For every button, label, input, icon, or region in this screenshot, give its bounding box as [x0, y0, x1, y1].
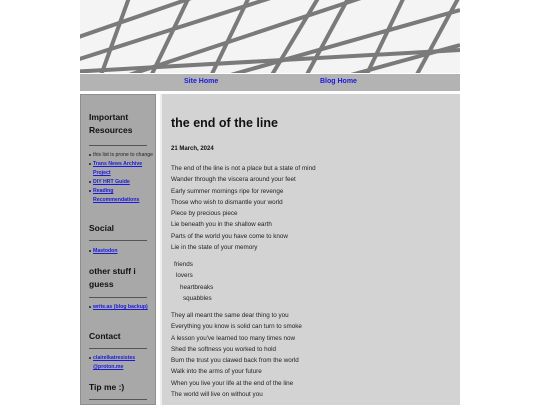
list-item — [93, 303, 153, 312]
poem-line: When you live your life at the end of the line — [171, 379, 294, 387]
sidebar-divider — [89, 297, 147, 298]
poem-line: lovers — [176, 272, 193, 280]
poem-line: squabbles — [183, 294, 212, 302]
stanza-3 — [171, 310, 451, 400]
list-item — [93, 187, 153, 205]
poem-line: The world will live on without you — [171, 391, 263, 399]
poem-line: heartbreaks — [180, 283, 214, 291]
poem-line: Walk into the arms of your future — [171, 368, 262, 376]
reading-recommendations-link[interactable]: Reading Recommendations — [93, 188, 140, 203]
list-item — [93, 354, 153, 372]
list-item — [93, 247, 153, 256]
header-banner — [80, 0, 460, 73]
contact-list — [81, 354, 153, 372]
poem-line: They all meant the same dear thing to you — [171, 312, 289, 319]
poem-line: Everything you know is solid can turn to smoke — [171, 323, 302, 331]
sidebar-divider — [89, 399, 147, 400]
grid-pattern-image — [80, 0, 460, 73]
important-resources-list — [81, 151, 153, 205]
email-link[interactable]: clairelkatresistes @proton.me — [93, 355, 136, 370]
post-date: 21 March, 2024 — [171, 146, 214, 152]
mastodon-link[interactable]: Mastodon — [93, 248, 118, 254]
poem-line: Parts of the world you have come to know — [171, 232, 288, 240]
list-item: this list is prone to change — [93, 152, 153, 158]
other-stuff-list — [81, 303, 153, 312]
contact-heading: Contact — [89, 331, 121, 341]
poem-line: Early summer mornings ripe for revenge — [171, 187, 284, 195]
poem-line: Shed the softness you worked to hold — [171, 345, 277, 353]
poem-line: Lie in the state of your memory — [171, 244, 258, 252]
list-item — [93, 178, 153, 187]
important-resources-heading: Important Resources — [89, 112, 133, 135]
poem-line: Burn the trust you clawed back from the world — [171, 357, 299, 365]
poem-line: Lie beneath you in the shallow earth — [171, 221, 272, 229]
sidebar-divider — [89, 145, 147, 146]
social-heading: Social — [89, 223, 115, 233]
stanza-1 — [171, 163, 451, 253]
post-content — [160, 94, 460, 405]
diy-hrt-guide-link[interactable]: DIY HRT Guide — [93, 179, 130, 185]
site-home-link[interactable]: Site Home — [184, 78, 219, 85]
poem-line: friends — [174, 261, 193, 268]
trans-news-archive-link[interactable]: Trans News Archive Project — [93, 161, 143, 176]
sidebar-divider — [89, 348, 147, 349]
stanza-2 — [171, 259, 451, 304]
list-item — [93, 160, 153, 178]
tip-heading: Tip me :) — [89, 382, 125, 392]
poem-line: The end of the line is not a place but a state of mind — [171, 165, 316, 172]
poem-line: Wander through the viscera around your feet — [171, 176, 296, 184]
blog-home-link[interactable]: Blog Home — [320, 78, 357, 85]
poem-line: Piece by precious piece — [171, 210, 238, 218]
poem-line: A lesson you've learned too many times now — [171, 334, 296, 342]
page — [80, 0, 460, 405]
social-list — [81, 247, 153, 256]
write-as-link[interactable]: write.as (blog backup) — [93, 304, 148, 310]
other-stuff-heading: other stuff i guess — [89, 266, 136, 289]
sidebar — [80, 94, 156, 405]
top-nav — [80, 74, 460, 91]
sidebar-divider — [89, 240, 147, 241]
post-title: the end of the line — [171, 116, 278, 130]
poem-line: Those who wish to dismantle your world — [171, 198, 283, 206]
